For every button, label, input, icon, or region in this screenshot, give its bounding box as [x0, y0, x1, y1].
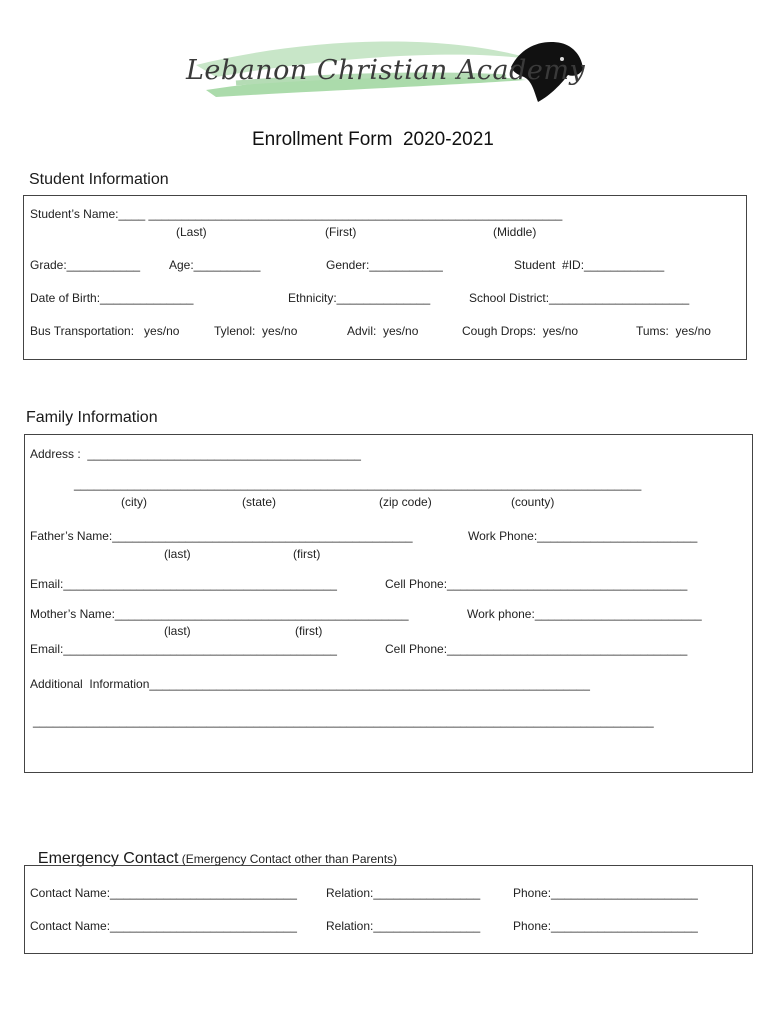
- last-caption: (Last): [176, 225, 207, 239]
- logo-text: Lebanon Christian Academy: [186, 55, 586, 86]
- cough-drops-field[interactable]: Cough Drops: yes/no: [462, 324, 579, 338]
- student-id-field[interactable]: Student #ID:____________: [514, 258, 665, 272]
- emergency-contact-box: [24, 865, 753, 954]
- student-section-heading: Student Information: [29, 171, 169, 188]
- address-field[interactable]: Address : _________________________________________: [30, 447, 361, 461]
- bus-transportation-field[interactable]: Bus Transportation: yes/no: [30, 324, 180, 338]
- relation-field[interactable]: Relation:________________: [326, 886, 481, 900]
- father-cell-phone-field[interactable]: Cell Phone:____________________________________: [385, 577, 688, 591]
- contact-name-field[interactable]: Contact Name:____________________________: [30, 919, 297, 933]
- dob-field[interactable]: Date of Birth:______________: [30, 291, 194, 305]
- mother-work-phone-field[interactable]: Work phone:_________________________: [467, 607, 702, 621]
- gender-field[interactable]: Gender:___________: [326, 258, 443, 272]
- relation-field[interactable]: Relation:________________: [326, 919, 481, 933]
- mother-email-field[interactable]: Email:_________________________________________: [30, 642, 337, 656]
- page-title: Enrollment Form 2020-2021: [252, 129, 494, 150]
- father-name-field[interactable]: Father’s Name:_____________________________________________: [30, 529, 413, 543]
- mother-first-caption: (first): [295, 624, 323, 638]
- father-email-field[interactable]: Email:_________________________________________: [30, 577, 337, 591]
- tylenol-field[interactable]: Tylenol: yes/no: [214, 324, 298, 338]
- phone-field[interactable]: Phone:______________________: [513, 886, 698, 900]
- first-caption: (First): [325, 225, 357, 239]
- family-section-heading: Family Information: [26, 409, 158, 426]
- zip-caption: (zip code): [379, 495, 432, 509]
- father-first-caption: (first): [293, 547, 321, 561]
- phone-field[interactable]: Phone:______________________: [513, 919, 698, 933]
- father-last-caption: (last): [164, 547, 191, 561]
- emergency-heading-row: [29, 832, 397, 868]
- emergency-note: (Emergency Contact other than Parents): [178, 852, 398, 866]
- contact-name-field[interactable]: Contact Name:____________________________: [30, 886, 297, 900]
- county-caption: (county): [511, 495, 555, 509]
- advil-field[interactable]: Advil: yes/no: [347, 324, 419, 338]
- additional-info-field[interactable]: Additional Information__________________________________________________________________: [30, 677, 590, 691]
- school-district-field[interactable]: School District:_____________________: [469, 291, 690, 305]
- mother-cell-phone-field[interactable]: Cell Phone:____________________________________: [385, 642, 688, 656]
- emergency-section-heading: Emergency Contact: [37, 850, 179, 867]
- age-field[interactable]: Age:__________: [169, 258, 261, 272]
- student-name-field[interactable]: Student’s Name:____ ______________________________________________________________: [30, 207, 563, 221]
- school-logo: [176, 35, 596, 110]
- father-work-phone-field[interactable]: Work Phone:________________________: [468, 529, 698, 543]
- ethnicity-field[interactable]: Ethnicity:______________: [288, 291, 431, 305]
- address-line-2[interactable]: _____________________________________________________________________________________: [74, 477, 642, 491]
- city-caption: (city): [121, 495, 147, 509]
- additional-info-line-2[interactable]: _____________________________________________________________________________________________: [33, 714, 654, 728]
- tums-field[interactable]: Tums: yes/no: [636, 324, 711, 338]
- middle-caption: (Middle): [493, 225, 537, 239]
- grade-field[interactable]: Grade:___________: [30, 258, 141, 272]
- mother-name-field[interactable]: Mother’s Name:____________________________________________: [30, 607, 409, 621]
- mother-last-caption: (last): [164, 624, 191, 638]
- state-caption: (state): [242, 495, 277, 509]
